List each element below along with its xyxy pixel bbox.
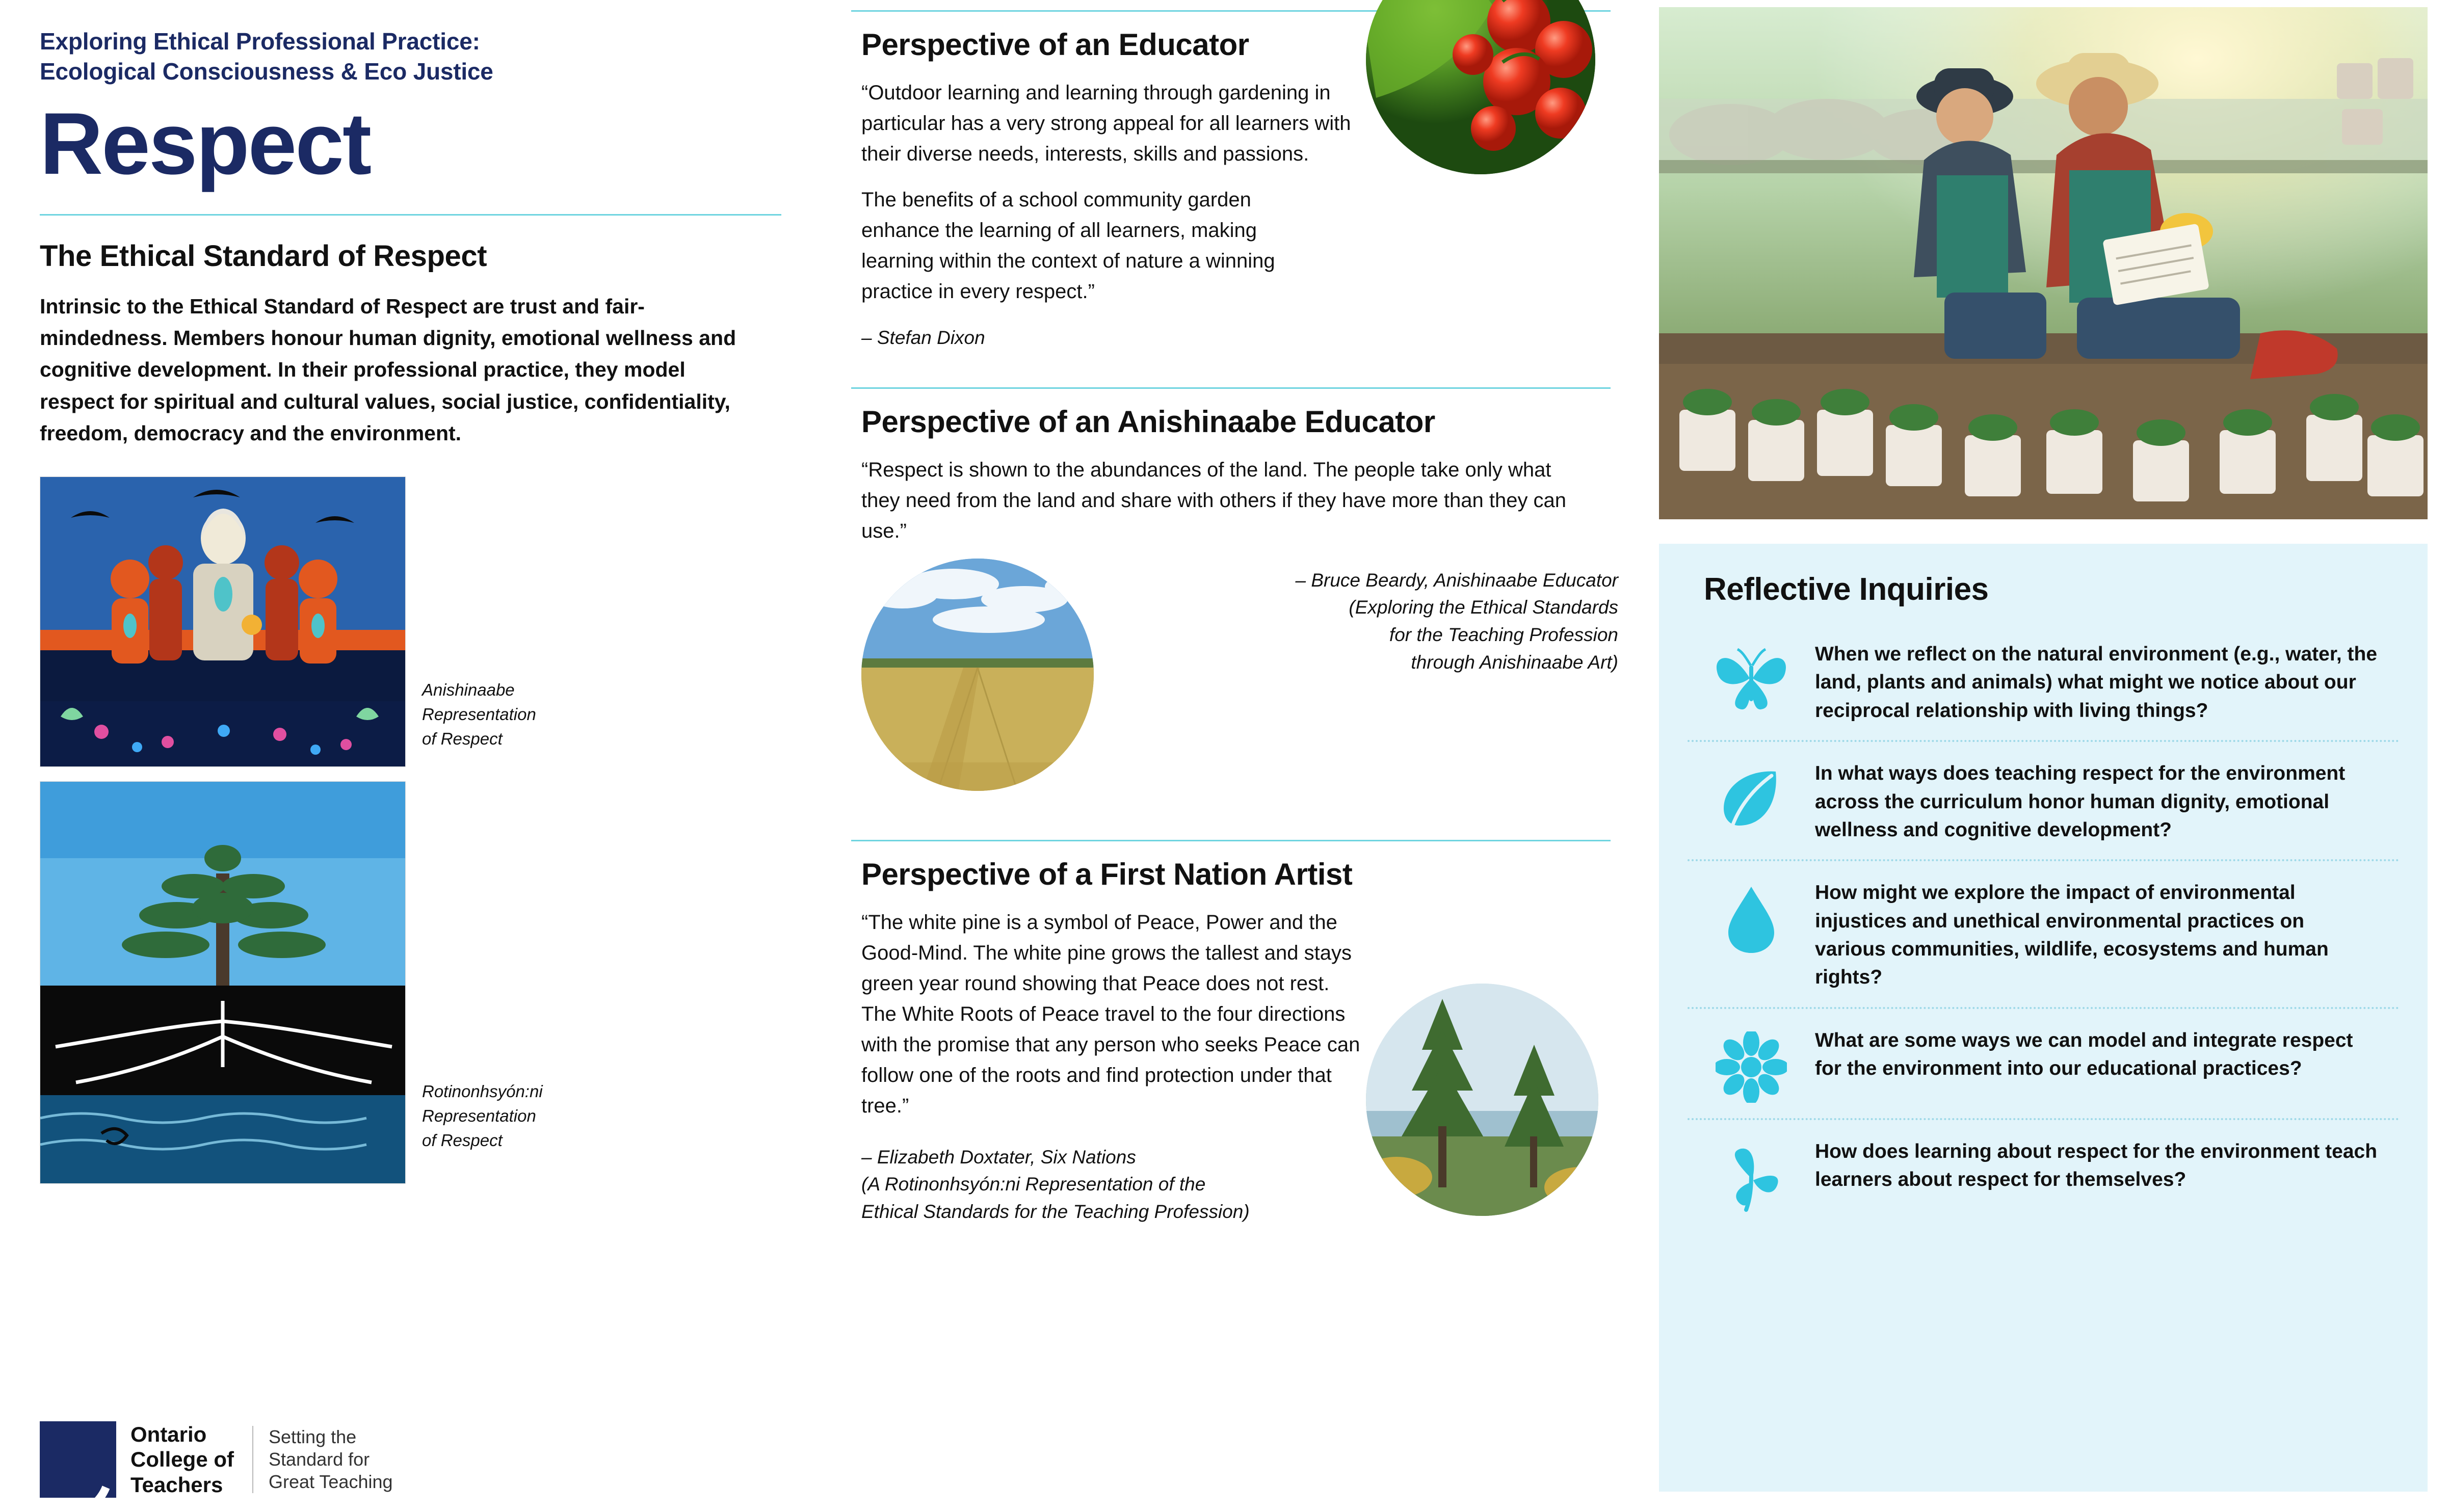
perspective-1-attribution: – Stefan Dixon <box>861 327 985 348</box>
artwork-block <box>40 476 795 1184</box>
divider-teal <box>40 214 781 216</box>
divider-perspective-3 <box>851 840 1611 841</box>
gardeners-photo <box>1659 7 2428 519</box>
inquiry-item <box>1688 740 2399 859</box>
perspective-2-attribution <box>1094 559 1618 676</box>
pine-tree-photo-art <box>1366 984 1598 1216</box>
artwork-1-caption-line-3: of Respect <box>422 729 503 748</box>
perspective-1-image-wrap <box>1366 0 1595 174</box>
artwork-row-2 <box>40 781 795 1184</box>
kicker-line-2: Ecological Consciousness & Eco Justice <box>40 58 493 85</box>
white-pine-painting <box>40 781 406 1184</box>
sprout-icon <box>1688 1137 1815 1214</box>
perspective-2-attribution-line-4: through Anishinaabe Art) <box>1411 651 1618 673</box>
organization-logo <box>40 1421 393 1498</box>
oct-logo-icon <box>40 1421 116 1498</box>
perspective-2-quote: “Respect is shown to the abundances of the land. The people take only what they need from the land and share with others if they have more than they can use.” <box>861 458 1567 542</box>
organization-name-line-3: Teachers <box>130 1472 223 1497</box>
artwork-1-caption-line-1: Anishinaabe <box>422 680 515 700</box>
perspective-2-content <box>851 559 1618 791</box>
inquiry-item <box>1688 623 2399 740</box>
inquiry-item <box>1688 859 2399 1007</box>
organization-name <box>130 1422 234 1498</box>
perspective-2-heading: Perspective of an Anishinaabe Educator <box>861 404 1435 439</box>
inquiry-item <box>1688 1007 2399 1118</box>
water-drop-icon <box>1688 879 1815 955</box>
perspective-3-heading: Perspective of a First Nation Artist <box>861 857 1353 891</box>
tomatoes-photo-art <box>1366 0 1595 174</box>
artwork-row-1 <box>40 476 795 767</box>
organization-tagline-line-3: Great Teaching <box>269 1471 393 1492</box>
perspective-3-attribution-line-1: – Elizabeth Doxtater, Six Nations <box>861 1146 1136 1168</box>
reflective-inquiries-panel <box>1659 544 2428 1492</box>
perspective-1-content <box>851 62 1618 352</box>
kicker <box>40 26 795 87</box>
reflective-inquiries-title: Reflective Inquiries <box>1704 572 1989 607</box>
perspective-3-attribution-line-3: Ethical Standards for the Teaching Profession) <box>861 1201 1250 1222</box>
inquiry-text: In what ways does teaching respect for the environment across the curriculum honor human dignity, emotional wellness and cognitive development? <box>1815 762 2346 841</box>
leaf-icon <box>1688 759 1815 831</box>
wheat-field-photo <box>861 559 1094 791</box>
perspective-3-content <box>851 892 1618 1226</box>
perspective-1-heading: Perspective of an Educator <box>861 28 1249 62</box>
anishinaabe-painting-art <box>40 477 406 767</box>
gardeners-photo-art <box>1659 7 2428 519</box>
perspective-3-quote: “The white pine is a symbol of Peace, Power and the Good-Mind. The white pine grows the tallest and stays green year round showing that Peace does not rest. The White Roots of Peace travel to the four directions with the promise that any person who seeks Peace can follow one of the roots and find protection under that tree.” <box>861 911 1360 1117</box>
perspective-2-attribution-line-2: (Exploring the Ethical Standards <box>1349 597 1618 618</box>
anishinaabe-painting <box>40 476 406 767</box>
white-pine-painting-art <box>40 782 406 1184</box>
column-left <box>0 0 826 1512</box>
butterfly-icon <box>1688 640 1815 711</box>
artwork-2-caption-line-3: of Respect <box>422 1131 503 1150</box>
organization-name-line-1: Ontario <box>130 1422 207 1446</box>
column-middle <box>826 0 1649 1512</box>
organization-tagline-line-2: Standard for <box>269 1449 370 1470</box>
inquiry-text: How might we explore the impact of environmental injustices and unethical environmental practices on various communities, wildlife, ecosystems and human rights? <box>1815 882 2329 989</box>
page-title: Respect <box>40 94 371 193</box>
logo-divider <box>252 1426 253 1493</box>
inquiry-text: What are some ways we can model and integrate respect for the environment into our educational practices? <box>1815 1029 2353 1080</box>
pine-tree-photo <box>1366 984 1598 1216</box>
perspective-3-attribution-line-2: (A Rotinonhsyón:ni Representation of the <box>861 1174 1206 1195</box>
inquiry-text: When we reflect on the natural environment (e.g., water, the land, plants and animals) what might we notice about our reciprocal relationship with living things? <box>1815 643 2378 722</box>
organization-tagline-line-1: Setting the <box>269 1426 357 1448</box>
tomatoes-photo <box>1366 0 1595 174</box>
organization-tagline <box>269 1426 393 1493</box>
perspective-2-image-wrap <box>861 559 1094 791</box>
perspective-2-attribution-line-3: for the Teaching Profession <box>1389 624 1618 645</box>
perspective-1-quote-paragraph-2: The benefits of a school community garden enhance the learning of all learners, making learning within the context of nature a winning practice in every respect.” <box>861 189 1275 303</box>
perspective-2-attribution-line-1: – Bruce Beardy, Anishinaabe Educator <box>1295 569 1618 591</box>
perspective-3-attribution <box>861 1144 1366 1226</box>
artwork-1-caption <box>422 678 636 751</box>
perspective-1-quote-paragraph-1: “Outdoor learning and learning through gardening in particular has a very strong appeal for all learners with their diverse needs, interests, skills and passions. <box>861 82 1351 165</box>
divider-perspective-2 <box>851 387 1611 389</box>
inquiry-item <box>1688 1118 2399 1229</box>
standard-body: Intrinsic to the Ethical Standard of Respect are trust and fair-mindedness. Members honour human dignity, emotional wellness and cognitive development. In their professional practice, they model respect for spiritual and cultural values, social justice, confidentiality, freedom, democracy and the environment. <box>40 294 736 445</box>
kicker-line-1: Exploring Ethical Professional Practice: <box>40 28 480 55</box>
column-right <box>1649 0 2450 1512</box>
flower-icon <box>1688 1026 1815 1103</box>
artwork-1-caption-line-2: Representation <box>422 705 536 724</box>
perspective-3-image-wrap <box>1366 984 1598 1216</box>
standard-heading: The Ethical Standard of Respect <box>40 239 487 273</box>
organization-name-line-2: College of <box>130 1447 234 1472</box>
artwork-2-caption <box>422 1079 636 1153</box>
wheat-field-photo-art <box>861 559 1094 791</box>
artwork-2-caption-line-1: Rotinonhsyón:ni <box>422 1082 543 1101</box>
inquiry-text: How does learning about respect for the environment teach learners about respect for themselves? <box>1815 1140 2378 1191</box>
artwork-2-caption-line-2: Representation <box>422 1106 536 1126</box>
